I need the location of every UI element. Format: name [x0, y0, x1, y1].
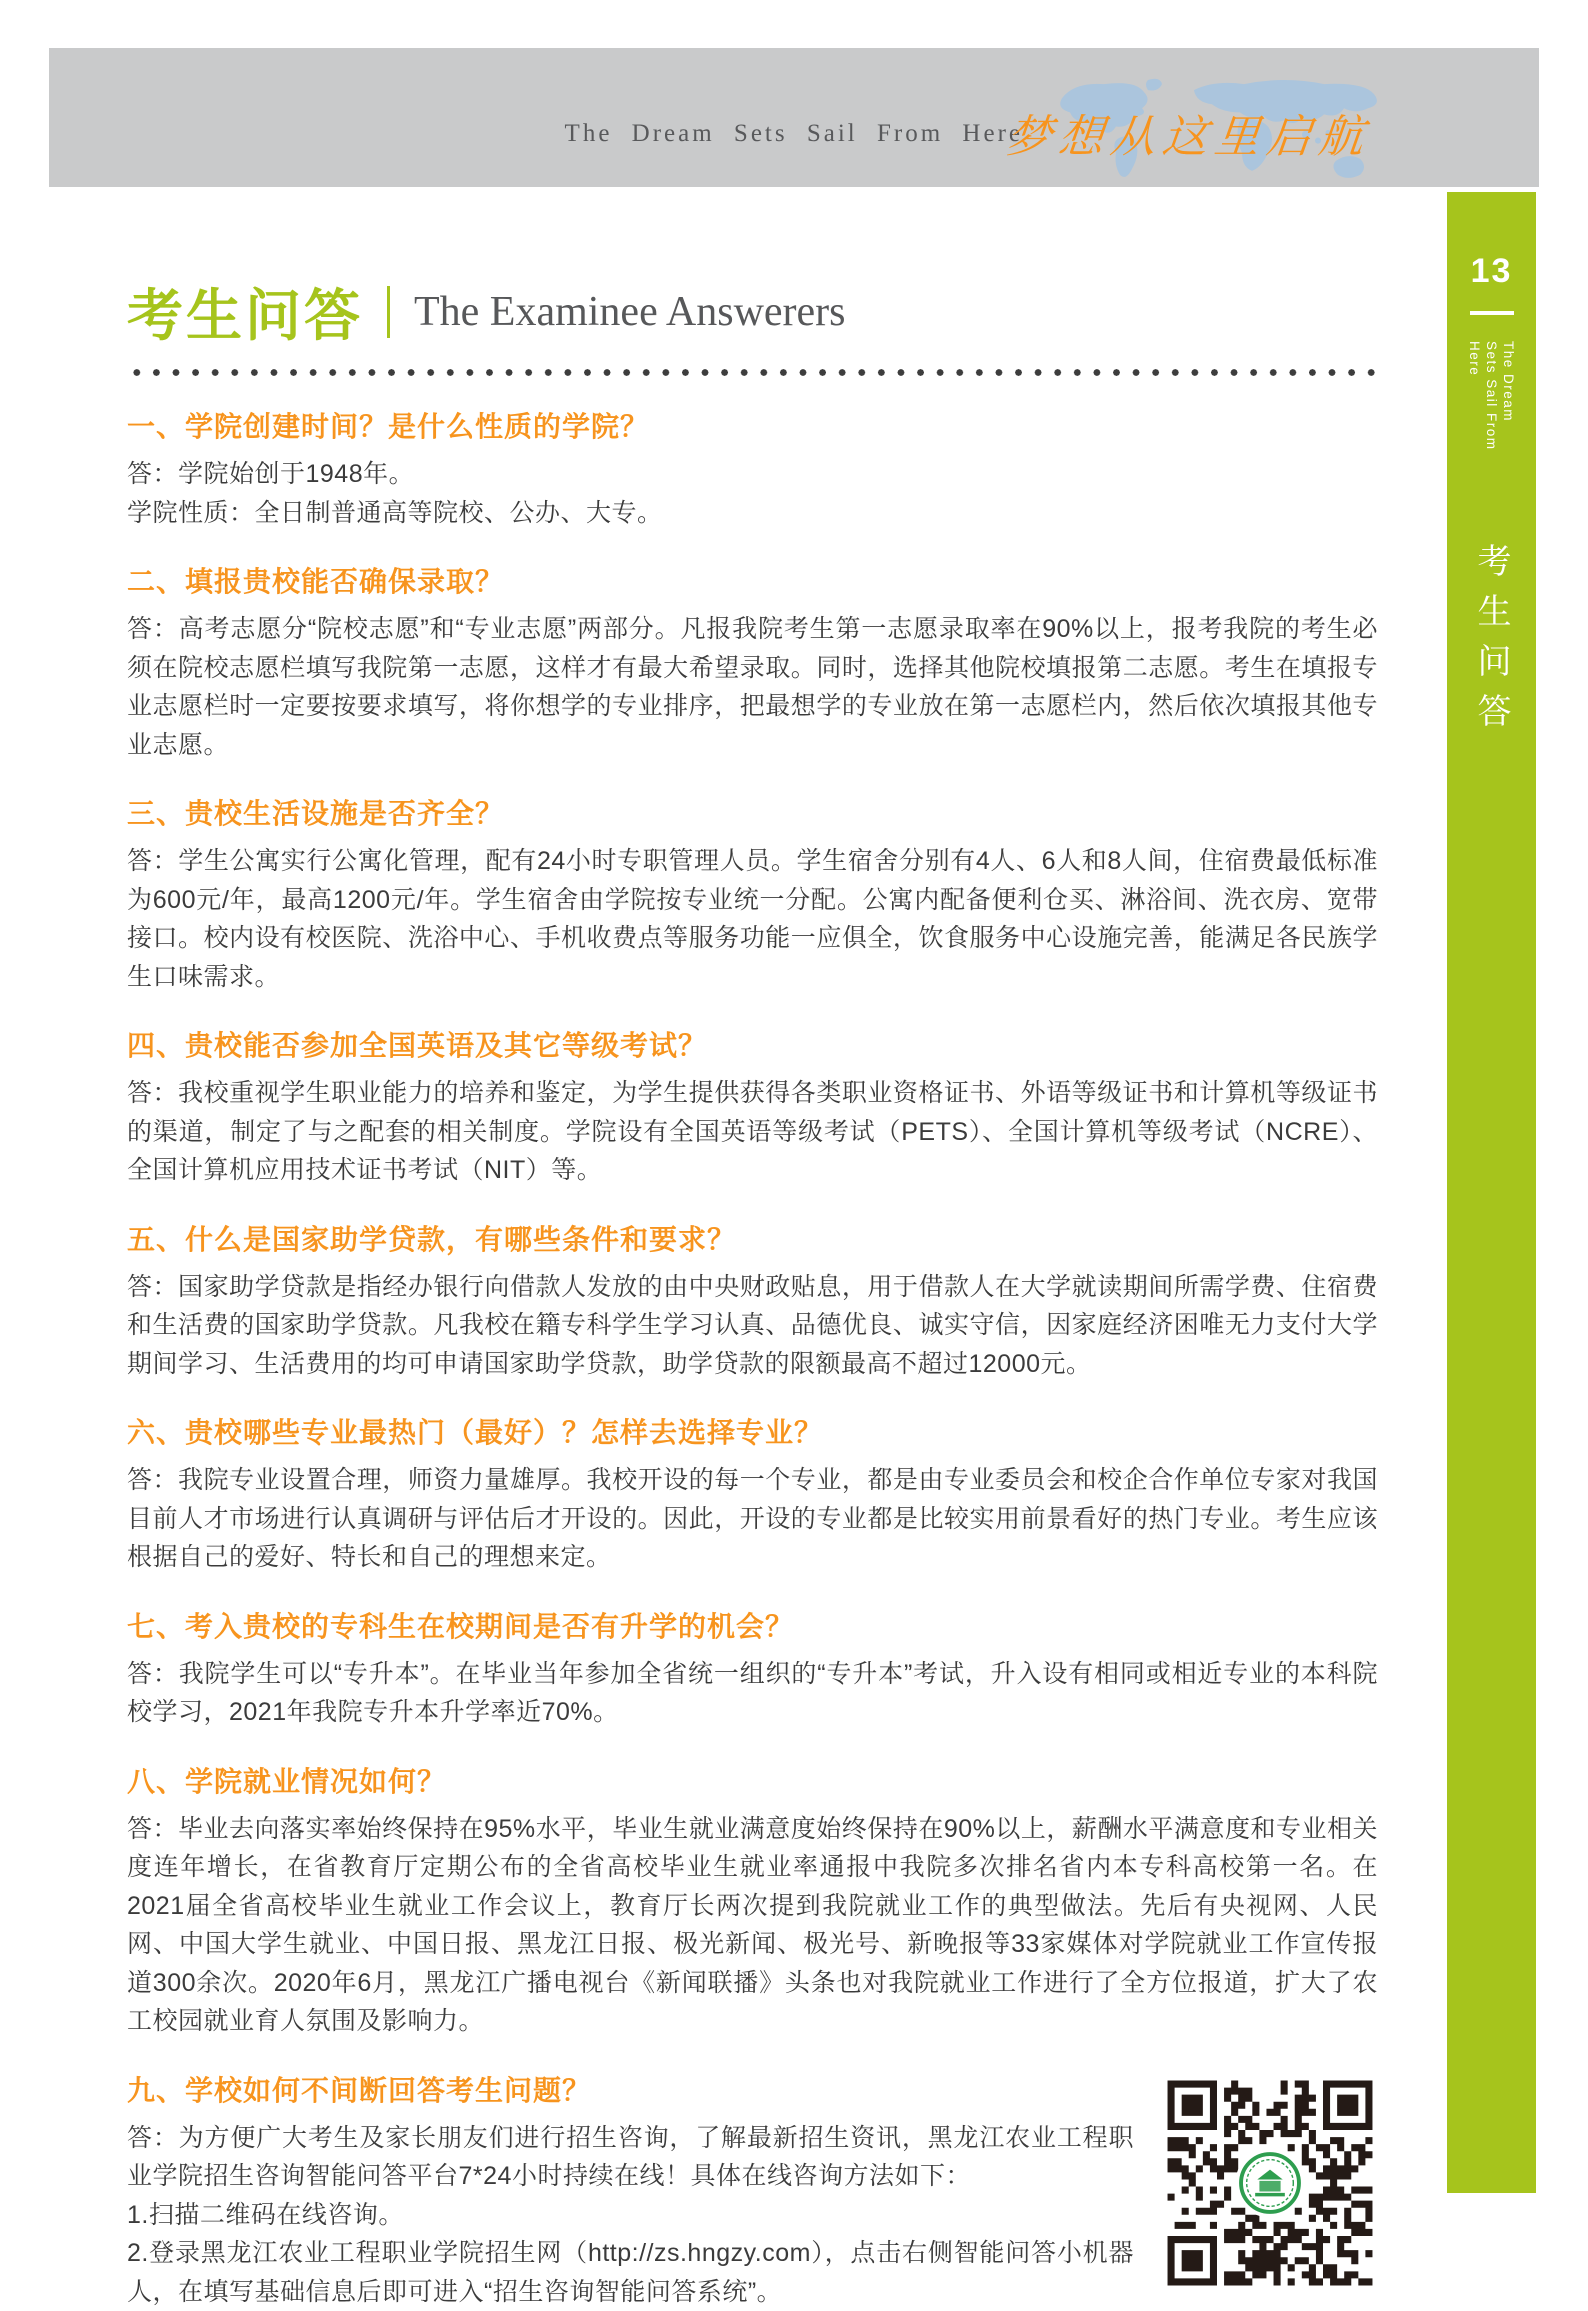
answer-step: 2.登录黑龙江农业工程职业学院招生网（http://zs.hngzy.com），点击右侧智能问答小机器人，在填写基础信息后即可进入“招生咨询智能问答系统”。 — [127, 2234, 1378, 2311]
main-content — [127, 272, 1378, 2311]
sidebar-tagline-line2: Sets Sail From Here — [1466, 341, 1500, 491]
page-title-english: The Examinee Answerers — [414, 288, 846, 336]
page-title-chinese: 考生问答 — [127, 272, 363, 352]
answer-paragraph: 答：我院学生可以“专升本”。在毕业当年参加全省统一组织的“专升本”考试，升入设有相同或相近专业的本科院校学习，2021年我院专升本升学率近70%。 — [127, 1655, 1378, 1732]
answer-paragraph: 答：国家助学贷款是指经办银行向借款人发放的由中央财政贴息，用于借款人在大学就读期间所需学费、住宿费和生活费的国家助学贷款。凡我校在籍专科学生学习认真、品德优良、诚实守信，因家庭经济困唯无力支付大学期间学习、生活费用的均可申请国家助学贷款，助学贷款的限额最高不超过12000元。 — [127, 1268, 1378, 1384]
answer-paragraph: 答：我校重视学生职业能力的培养和鉴定，为学生提供获得各类职业资格证书、外语等级证书和计算机等级证书的渠道，制定了与之配套的相关制度。学院设有全国英语等级考试（PETS）、全国计算机等级考试（NCRE）、全国计算机应用技术证书考试（NIT）等。 — [127, 1074, 1378, 1190]
answer-step: 1.扫描二维码在线咨询。 — [127, 2196, 1378, 2235]
question-heading: 八、学院就业情况如何？ — [127, 1764, 1378, 1800]
question-heading: 六、贵校哪些专业最热门（最好）？怎样去选择专业？ — [127, 1415, 1378, 1451]
sidebar-green-bar — [1447, 192, 1536, 2193]
question-heading: 五、什么是国家助学贷款，有哪些条件和要求？ — [127, 1222, 1378, 1258]
qa-section-2 — [127, 564, 1378, 764]
header-tagline-english: The Dream Sets Sail From Here — [565, 120, 1023, 148]
question-heading: 一、学院创建时间？是什么性质的学院？ — [127, 409, 1378, 445]
dotted-divider — [127, 368, 1378, 377]
qa-section-1 — [127, 409, 1378, 532]
sidebar-section-title-vertical: 考生问答 — [1467, 543, 1516, 743]
answer-paragraph: 答：学院始创于1948年。 — [127, 455, 1378, 494]
header-tagline-chinese: 梦想从这里启航 — [1004, 100, 1375, 165]
answer-paragraph: 答：高考志愿分“院校志愿”和“专业志愿”两部分。凡报我院考生第一志愿录取率在90%以上，报考我院的考生必须在院校志愿栏填写我院第一志愿，这样才有最大希望录取。同时，选择其他院校填报第二志愿。考生在填报专业志愿栏时一定要按要求填写，将你想学的专业排序，把最想学的专业放在第一志愿栏内，然后依次填报其他专业志愿。 — [127, 610, 1378, 764]
page-header-banner — [49, 48, 1539, 187]
question-heading: 三、贵校生活设施是否齐全？ — [127, 796, 1378, 832]
qa-section-9 — [127, 2073, 1378, 2311]
qa-section-6 — [127, 1415, 1378, 1577]
section-title-row — [127, 272, 1378, 352]
qa-section-8 — [127, 1764, 1378, 2041]
qa-section-4 — [127, 1028, 1378, 1190]
qa-section-5 — [127, 1222, 1378, 1384]
title-separator-bar — [387, 286, 390, 338]
answer-paragraph: 学院性质：全日制普通高等院校、公办、大专。 — [127, 494, 1378, 533]
sidebar-tagline-line1: The Dream — [1500, 341, 1517, 491]
qa-section-7 — [127, 1609, 1378, 1732]
answer-paragraph: 答：为方便广大考生及家长朋友们进行招生咨询，了解最新招生资讯，黑龙江农业工程职业学院招生咨询智能问答平台7*24小时持续在线！具体在线咨询方法如下： — [127, 2119, 1378, 2196]
answer-paragraph: 答：毕业去向落实率始终保持在95%水平，毕业生就业满意度始终保持在90%以上，薪酬水平满意度和专业相关度连年增长，在省教育厅定期公布的全省高校毕业生就业率通报中我院多次排名省内本专科高校第一名。在2021届全省高校毕业生就业工作会议上，教育厅长两次提到我院就业工作的典型做法。先后有央视网、人民网、中国大学生就业、中国日报、黑龙江日报、极光新闻、极光号、新晚报等33家媒体对学院就业工作宣传报道300余次。2020年6月，黑龙江广播电视台《新闻联播》头条也对我院就业工作进行了全方位报道，扩大了农工校园就业育人氛围及影响力。 — [127, 1810, 1378, 2041]
question-heading: 二、填报贵校能否确保录取？ — [127, 564, 1378, 600]
qr-code — [1162, 2077, 1378, 2289]
page-number: 13 — [1471, 252, 1513, 291]
answer-paragraph: 答：我院专业设置合理，师资力量雄厚。我校开设的每一个专业，都是由专业委员会和校企合作单位专家对我国目前人才市场进行认真调研与评估后才开设的。因此，开设的专业都是比较实用前景看好的热门专业。考生应该根据自己的爱好、特长和自己的理想来定。 — [127, 1461, 1378, 1577]
sidebar-divider-line — [1470, 311, 1514, 315]
answer-paragraph: 答：学生公寓实行公寓化管理，配有24小时专职管理人员。学生宿舍分别有4人、6人和8人间，住宿费最低标准为600元/年，最高1200元/年。学生宿舍由学院按专业统一分配。公寓内配备便利仓买、淋浴间、洗衣房、宽带接口。校内设有校医院、洗浴中心、手机收费点等服务功能一应俱全，饮食服务中心设施完善，能满足各民族学生口味需求。 — [127, 842, 1378, 996]
question-heading: 九、学校如何不间断回答考生问题？ — [127, 2073, 1378, 2109]
sidebar-tagline-vertical — [1466, 341, 1517, 491]
qa-section-3 — [127, 796, 1378, 996]
question-heading: 七、考入贵校的专科生在校期间是否有升学的机会？ — [127, 1609, 1378, 1645]
question-heading: 四、贵校能否参加全国英语及其它等级考试？ — [127, 1028, 1378, 1064]
